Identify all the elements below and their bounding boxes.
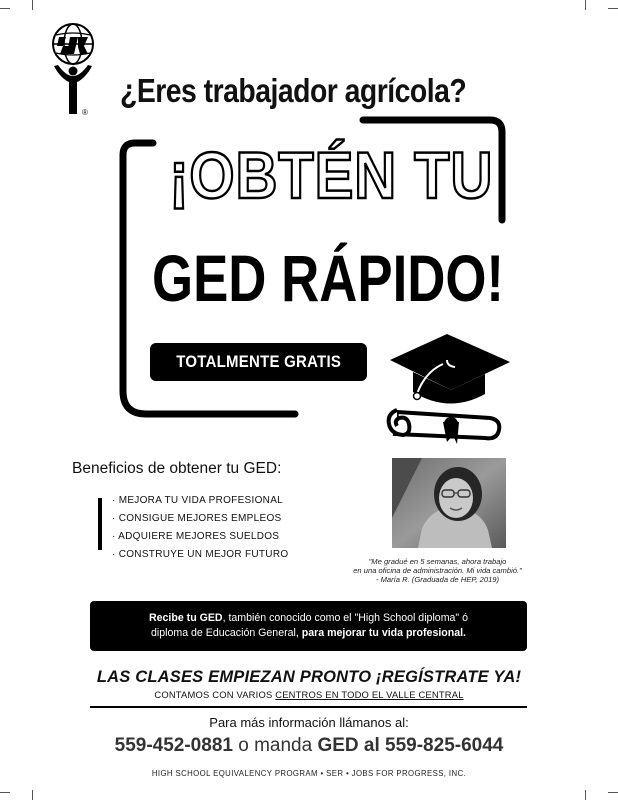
info-box-line-2 (90, 626, 527, 641)
testimonial-author: - María R. (Graduada de HEP, 2019) (375, 575, 500, 584)
crop-mark (585, 790, 586, 800)
testimonial-quote (335, 557, 540, 584)
crop-mark (585, 0, 586, 10)
benefits-list (112, 492, 288, 564)
crop-mark (608, 8, 618, 9)
footer: HIGH SCHOOL EQUIVALENCY PROGRAM • SER • JOBS FOR PROGRESS, INC. (151, 769, 467, 778)
graduate-photo (392, 458, 506, 548)
crop-mark (608, 792, 618, 793)
divider (90, 706, 527, 708)
call-to-action: LAS CLASES EMPIEZAN PRONTO ¡REGÍSTRATE YA! (96, 668, 522, 686)
hero-line-2: GED RÁPIDO! (152, 241, 505, 315)
centers-link: CENTROS EN TODO EL VALLE CENTRAL (275, 689, 464, 700)
benefit-item: · CONSTRUYE UN MEJOR FUTURO (112, 549, 289, 560)
crop-mark (0, 8, 10, 9)
centers-note (60, 689, 558, 700)
info-box (90, 601, 527, 651)
free-badge (150, 343, 367, 381)
info-box-text: diploma de Educación General, (150, 627, 302, 639)
free-badge-label: TOTALMENTE GRATIS (176, 352, 341, 371)
crop-mark (0, 792, 10, 793)
info-box-bold: para mejorar tu vida profesional. (301, 627, 466, 639)
contact-phone-line (40, 735, 578, 757)
info-box-text: , también conocido como el "High School diploma" ó (222, 612, 469, 624)
registered-mark: ® (82, 108, 88, 117)
graduation-cap-and-diploma-icon (385, 322, 515, 447)
hero-line-1: ¡OBTÉN TU (169, 138, 494, 212)
benefit-item: · MEJORA TU VIDA PROFESIONAL (112, 495, 284, 506)
text-keyword: GED al 559-825-6044 (317, 735, 504, 756)
testimonial-line: en una oficina de administración. Mi vida cambió." (353, 566, 522, 575)
benefit-item: · ADQUIERE MEJORES SUELDOS (112, 531, 280, 542)
benefit-item: · CONSIGUE MEJORES EMPLEOS (112, 513, 282, 524)
phone-number: 559-452-0881 (114, 735, 233, 756)
contact-intro: Para más información llámanos al: (209, 715, 409, 730)
ser-logo-icon (48, 22, 98, 122)
benefits-title: Beneficios de obtener tu GED: (72, 460, 282, 477)
benefits-accent-bar (98, 498, 102, 550)
centers-prefix: CONTAMOS CON VARIOS (154, 689, 276, 700)
info-box-bold: Recibe tu GED (148, 612, 223, 624)
crop-mark (32, 0, 33, 10)
headline: ¿Eres trabajador agrícola? (120, 72, 467, 109)
testimonial-line: "Me gradué en 5 semanas, ahora trabajo (368, 557, 507, 566)
contact-connector: o manda (232, 735, 318, 756)
crop-mark (32, 790, 33, 800)
info-box-line-1 (90, 611, 527, 626)
